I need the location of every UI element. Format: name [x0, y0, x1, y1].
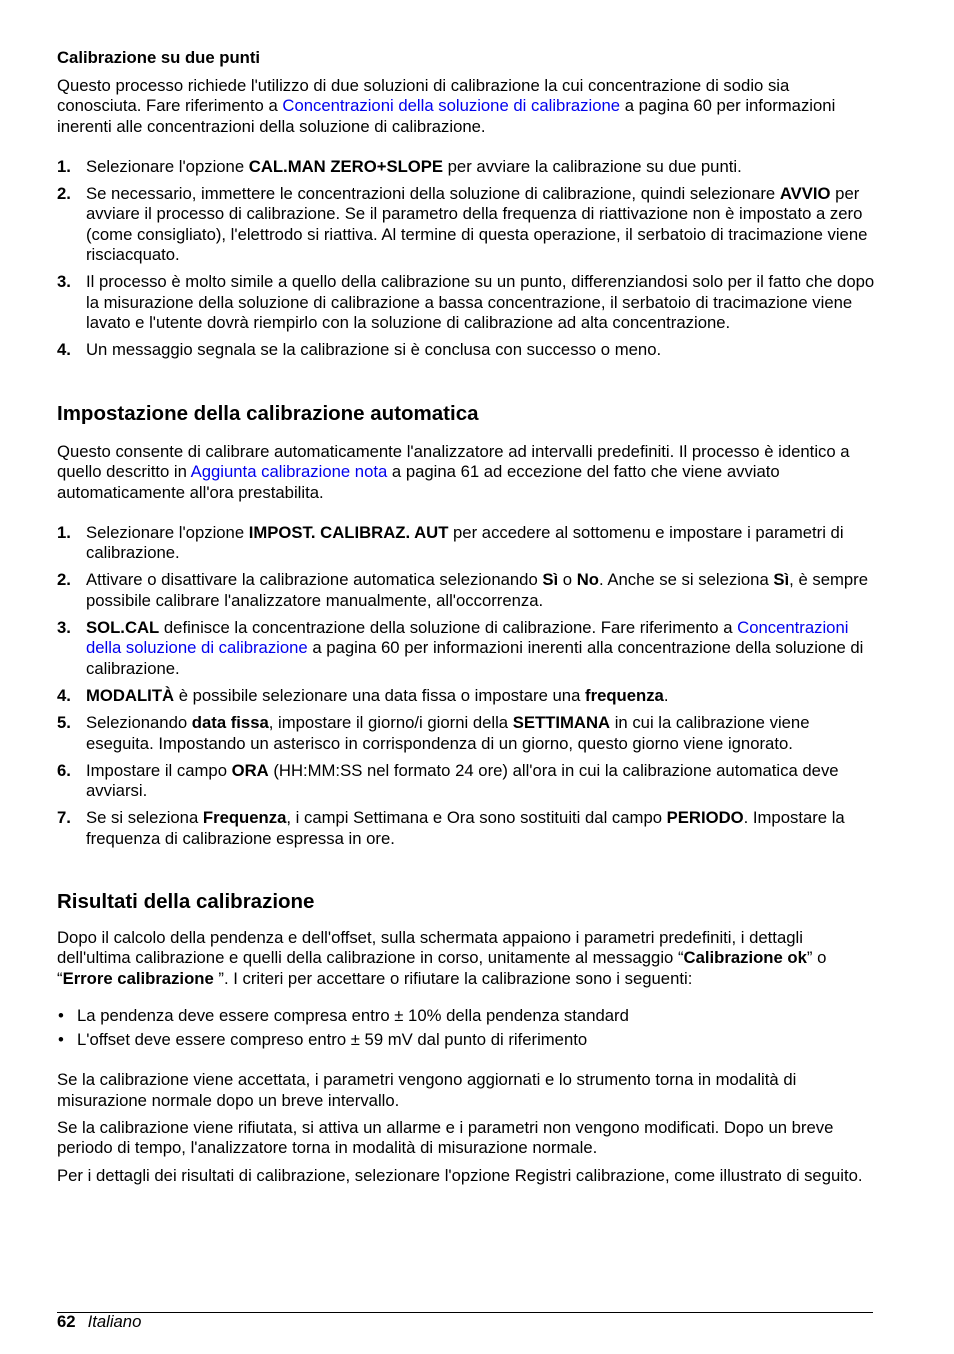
link-aggiunta-calibrazione[interactable]: Aggiunta calibrazione nota — [190, 462, 388, 482]
list-item: 4. MODALITÀ è possibile selezionare una data fissa o impostare una frequenza. — [57, 685, 669, 705]
footer-divider — [57, 1312, 873, 1313]
footer-language: Italiano — [87, 1312, 142, 1331]
list-item: 2. Se necessario, immettere le concentrazioni della soluzione di calibrazione, quindi selezionare AVVIO per avviare il processo di calibrazione. Se il parametro della frequenza di riattivazione non è impostato a zero (come consigliato), l'elettrodo si riattiva. Al termine di questa operazione, il serbatoio di tracimazione viene risciacquato. — [57, 184, 868, 265]
section-heading-two-point: Calibrazione su due punti — [57, 48, 261, 67]
link-concentrazioni[interactable]: Concentrazioni della soluzione di calibrazione — [86, 618, 849, 658]
two-point-intro: Questo processo richiede l'utilizzo di due soluzioni di calibrazione la cui concentrazione di sodio sia conosciuta. Fare riferimento a Concentrazioni della soluzione di calibrazione a pagina 60 per informazioni inerenti alle concentrazioni della soluzione di calibrazione. — [57, 76, 836, 136]
list-item: 2. Attivare o disattivare la calibrazione automatica selezionando Sì o No. Anche se si seleziona Sì, è sempre possibile calibrare l'analizzatore manualmente, all'occorrenza. — [57, 570, 869, 610]
page-number: 62 — [57, 1312, 76, 1331]
list-item: 3. SOL.CAL definisce la concentrazione della soluzione di calibrazione. Fare riferimento a Concentrazioni della soluzione di calibrazione a pagina 60 per informazioni inerenti alla concentrazione della soluzione di calibrazione. — [57, 618, 864, 678]
results-paragraph: Per i dettagli dei risultati di calibrazione, selezionare l'opzione Registri calibrazione, come illustrato di seguito. — [57, 1165, 863, 1185]
section-heading-auto-cal: Impostazione della calibrazione automatica — [57, 402, 479, 425]
list-item: 5. Selezionando data fissa, impostare il giorno/i giorni della SETTIMANA in cui la calibrazione viene eseguita. Impostando un asterisco in corrispondenza di un giorno, questo giorno viene ignorato. — [57, 713, 810, 753]
list-item: 1. Selezionare l'opzione IMPOST. CALIBRAZ. AUT per accedere al sottomenu e impostare i parametri di calibrazione. — [57, 522, 844, 563]
results-paragraph: Se la calibrazione viene rifiutata, si attiva un allarme e i parametri non vengono modificati. Dopo un breve periodo di tempo, l'analizzatore torna in modalità di misurazione normale. — [57, 1118, 834, 1158]
auto-cal-steps — [57, 523, 875, 849]
page-footer — [57, 1312, 141, 1332]
criteria-list — [57, 1006, 875, 1051]
two-point-steps — [57, 157, 875, 361]
list-item: 4. Un messaggio segnala se la calibrazione si è conclusa con successo o meno. — [57, 340, 662, 360]
auto-cal-intro: Questo consente di calibrare automaticamente l'analizzatore ad intervalli predefiniti. Il processo è identico a quello descritto in Aggiunta calibrazione nota a pagina 61 ad eccezione del fatto che viene avviato automaticamente all'ora prestabilita. — [57, 442, 850, 502]
list-item: 1. Selezionare l'opzione CAL.MAN ZERO+SLOPE per avviare la calibrazione su due punti. — [57, 156, 742, 176]
list-item: 7. Se si seleziona Frequenza, i campi Settimana e Ora sono sostituiti dal campo PERIODO. Impostare la frequenza di calibrazione espressa in ore. — [57, 808, 845, 848]
results-block — [57, 890, 875, 1186]
list-item: • La pendenza deve essere compresa entro ± 10% della pendenza standard — [58, 1005, 629, 1025]
list-item: 6. Impostare il campo ORA (HH:MM:SS nel formato 24 ore) all'ora in cui la calibrazione automatica deve avviarsi. — [57, 760, 839, 801]
list-item: • L'offset deve essere compreso entro ± 59 mV dal punto di riferimento — [58, 1030, 588, 1050]
list-item: 3. Il processo è molto simile a quello della calibrazione su un punto, differenziandosi solo per il fatto che dopo la misurazione della soluzione di calibrazione a bassa concentrazione, il serbatoio di tracimazione viene lavato e l'utente dovrà riempirlo con la soluzione di calibrazione ad alta concentrazione. — [57, 272, 875, 332]
auto-cal-block — [57, 402, 875, 856]
two-point-block — [57, 76, 875, 368]
section-heading-results: Risultati della calibrazione — [57, 890, 315, 913]
results-intro: Dopo il calcolo della pendenza e dell'offset, sulla schermata appaiono i parametri predefiniti, i dettagli dell'ultima calibrazione e quelli della calibrazione in corso, unitamente al messaggio “Calibrazione ok” o “Errore calibrazione ”. I criteri per accettare o rifiutare la calibrazione sono i seguenti: — [57, 928, 827, 988]
link-concentrazioni[interactable]: Concentrazioni della soluzione di calibrazione — [282, 96, 621, 116]
results-paragraph: Se la calibrazione viene accettata, i parametri vengono aggiornati e lo strumento torna in modalità di misurazione normale dopo un breve intervallo. — [57, 1070, 797, 1110]
